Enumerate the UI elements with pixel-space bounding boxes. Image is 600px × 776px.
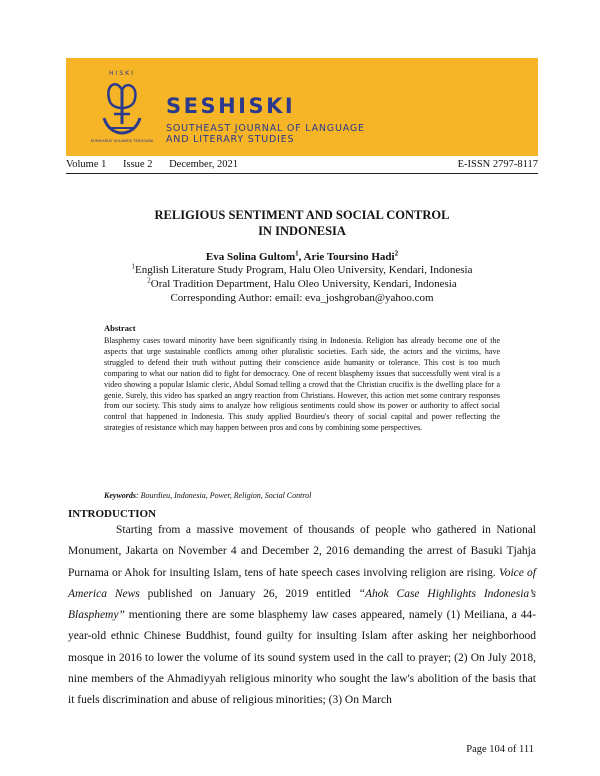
journal-name: SESHISKI — [166, 94, 296, 118]
author-2: Arie Toursino Hadi — [303, 251, 395, 263]
journal-subtitle — [166, 123, 365, 145]
author-2-sup: 2 — [394, 249, 399, 258]
affiliation-1-sup: 1 — [131, 262, 136, 271]
keywords — [104, 491, 500, 500]
eissn: E-ISSN 2797-8117 — [457, 159, 538, 170]
intro-text-2: published on January 26, 2019 entitled — [139, 587, 359, 600]
intro-italic-2: “Ahok Case Highlights Indonesia’s Blasphemy” — [68, 587, 536, 622]
intro-italic-1: Voice of America News — [68, 566, 536, 600]
introduction-paragraph — [68, 520, 536, 712]
page-number: Page 104 of 111 — [466, 744, 534, 755]
title-line-1: RELIGIOUS SENTIMENT AND SOCIAL CONTROL — [154, 208, 450, 222]
hiski-logo — [90, 68, 154, 150]
authors — [66, 251, 538, 263]
abstract-heading: Abstract — [104, 323, 136, 333]
author-1-sup: 1 — [295, 249, 299, 258]
header-divider — [66, 173, 538, 174]
affiliation-2-sup: 2 — [147, 276, 151, 285]
affiliation-2 — [66, 278, 538, 290]
affiliation-1 — [66, 264, 538, 276]
issue-date: December, 2021 — [169, 159, 239, 170]
author-separator: , — [298, 251, 304, 263]
affiliation-1-text: English Literature Study Program, Halu Oleo University, Kendari, Indonesia — [135, 264, 473, 276]
journal-subtitle-line-2: AND LITERARY STUDIES — [166, 134, 295, 145]
author-1: Eva Solina Gultom — [205, 251, 296, 263]
intro-text-3: mentioning there are some blasphemy law cases appeared, namely (1) Meiliana, a 44-year-old ethnic Chinese Buddhist, found guilty for insulting Islam after asking her neighborhood mosque in 2016 to lower the volume of its sound system used in the call to prayer; (2) On July 2018, nine members of the Ahmadiyyah religious minority who sought the law's abolition of the basis that it fuels discrimination and abuse of religious minorities; (3) On March — [68, 609, 536, 707]
abstract-text: Blasphemy cases toward minority have been significantly rising in Indonesia. Religion has already become one of the aspects that urge sustainable conflicts among other pluralistic societies. Each side, the actors and the victims, have struggled to defend their truth without putting their conscience aside humanity or tolerance. This cost is too much comparing to what our nation did to fight for democracy. One of recent blasphemy issues that successfully went viral is a video showing a popular Islamic cleric, Abdul Somad telling a crowd that the Christian crucifix is the dwelling place for a genie. Surely, this video has sparked an angry reaction from Christians. However, this action met some contrary responses from our society. This study aims to analyze how religious sentiments could show its power or authority to affect social control that happened in Indonesia. This study applied Bourdieu's theory of social capital and power reflecting the strategies of resistance which may happen between pros and cons by combining some perspectives. — [104, 336, 500, 433]
issue: Issue 2 — [122, 159, 153, 170]
logo-text-top: HISKI — [109, 70, 135, 77]
article-title — [66, 207, 538, 239]
title-line-2: IN INDONESIA — [258, 224, 346, 238]
intro-text-1: Starting from a massive movement of thousands of people who gathered in National Monument, Jakarta on November 4 and December 2, 2016 demanding the arrest of Basuki Tjahja Purnama or Ahok for insulting Islam, tens of hate speech cases involving religion are rising. — [68, 524, 536, 579]
journal-banner — [66, 58, 538, 156]
volume: Volume 1 — [66, 159, 107, 170]
issue-info — [66, 159, 538, 170]
journal-subtitle-line-1: SOUTHEAST JOURNAL OF LANGUAGE — [166, 123, 365, 134]
keywords-list: : Bourdieu, Indonesia, Power, Religion, Social Control — [136, 491, 312, 500]
affiliation-2-text: Oral Tradition Department, Halu Oleo University, Kendari, Indonesia — [150, 278, 457, 290]
logo-text-bottom: KOMISARIAT SULAWESI TENGGARA — [90, 139, 154, 143]
introduction-heading: INTRODUCTION — [68, 508, 157, 520]
corresponding-author: Corresponding Author: email: eva_joshgroban@yahoo.com — [170, 292, 434, 304]
keywords-label: Keywords — [104, 491, 136, 500]
